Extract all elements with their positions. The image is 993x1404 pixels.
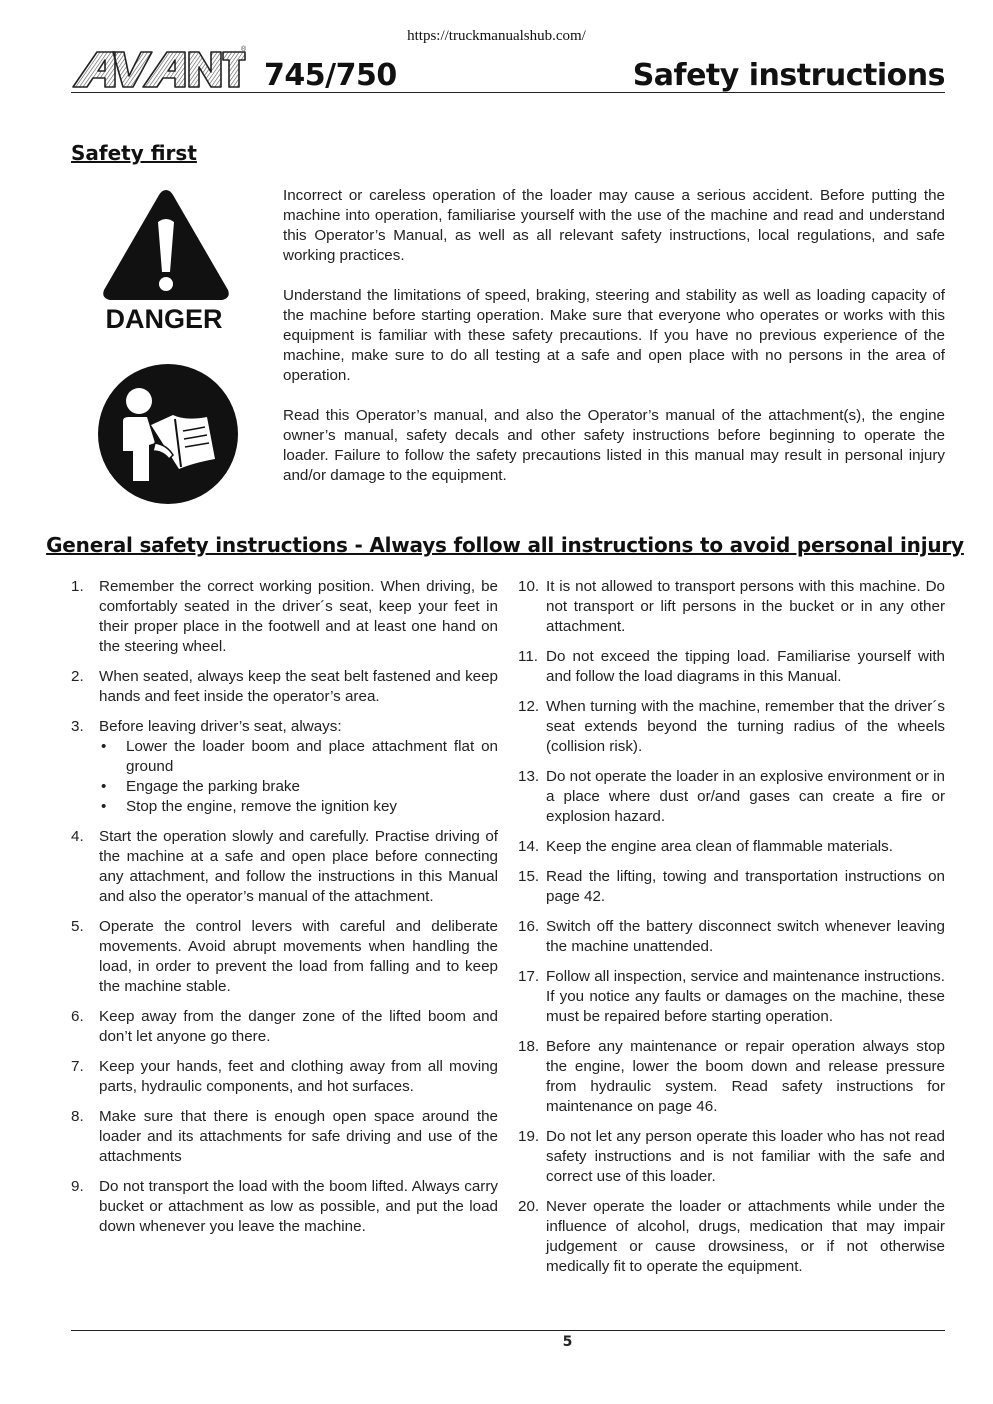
- bullet-item: [99, 797, 498, 817]
- bullet-text: Engage the parking brake: [126, 778, 300, 795]
- item-text: Before any maintenance or repair operation always stop the engine, lower the boom down and release pressure from hydraulic system. Read safety instructions for maintenance on page 46.: [546, 1038, 945, 1115]
- bullet-icon: •: [101, 738, 107, 755]
- item-text: Switch off the battery disconnect switch whenever leaving the machine unattended.: [546, 918, 945, 955]
- item-text: When turning with the machine, remember that the driver´s seat extends beyond the turning radius of the wheels (collision risk).: [546, 698, 945, 755]
- item-number: 2.: [71, 668, 84, 685]
- list-item: [518, 577, 945, 637]
- list-item: [518, 967, 945, 1027]
- item-text: It is not allowed to transport persons with this machine. Do not transport or lift persons in the bucket or in any other attachment.: [546, 578, 945, 635]
- item-number: 3.: [71, 718, 84, 735]
- bullet-text: Stop the engine, remove the ignition key: [126, 798, 398, 815]
- read-manual-icon: [97, 363, 239, 505]
- page-number: 5: [562, 1334, 573, 1350]
- item-text: Keep your hands, feet and clothing away from all moving parts, hydraulic components, and hot surfaces.: [99, 1058, 498, 1095]
- item-number: 5.: [71, 918, 84, 935]
- instructions-left-column: [71, 577, 498, 1247]
- bullet-list: [99, 737, 498, 817]
- item-number: 17.: [518, 968, 540, 985]
- list-item: [71, 717, 498, 817]
- item-text: Do not operate the loader in an explosive environment or in a place where dust or/and gases can create a fire or explosion hazard.: [546, 768, 945, 825]
- item-text: Follow all inspection, service and maintenance instructions. If you notice any faults or damages on the machine, these must be repaired before starting operation.: [546, 968, 945, 1025]
- list-item: [71, 1177, 498, 1237]
- safety-first-heading: Safety first: [71, 141, 197, 165]
- bullet-icon: •: [101, 798, 107, 815]
- item-text: Read the lifting, towing and transportation instructions on page 42.: [546, 868, 945, 905]
- item-number: 12.: [518, 698, 540, 715]
- item-text: Start the operation slowly and carefully. Practise driving of the machine at a safe and open place before connecting any attachment, and follow the instructions in this Manual and also the operator’s manual of the attachment.: [99, 828, 498, 905]
- list-item: [71, 917, 498, 997]
- source-url: https://truckmanualshub.com/: [407, 28, 586, 44]
- registered-mark: ®: [241, 46, 247, 53]
- list-item: [518, 1127, 945, 1187]
- danger-label: DANGER: [105, 304, 223, 334]
- item-number: 10.: [518, 578, 540, 595]
- list-item: [518, 1037, 945, 1117]
- list-item: [71, 1107, 498, 1167]
- item-text: Keep the engine area clean of flammable materials.: [546, 838, 893, 855]
- item-text: Remember the correct working position. When driving, be comfortably seated in the driver´s seat, keep your feet in their proper place in the footwell and at least one hand on the steering wheel.: [99, 578, 498, 655]
- item-number: 9.: [71, 1178, 84, 1195]
- list-item: [518, 697, 945, 757]
- item-text: Never operate the loader or attachments while under the influence of alcohol, drugs, medication that may impair judgement or cause drowsiness, or if not otherwise medically fit to operate the equipment.: [546, 1198, 945, 1275]
- item-number: 19.: [518, 1128, 540, 1145]
- list-item: [71, 667, 498, 707]
- item-text: Do not let any person operate this loader who has not read safety instructions and is not familiar with the safe and correct use of this loader.: [546, 1128, 945, 1185]
- page-header: [71, 46, 945, 93]
- item-number: 20.: [518, 1198, 540, 1215]
- general-safety-heading: General safety instructions - Always follow all instructions to avoid personal injury: [46, 533, 964, 557]
- item-text: Do not transport the load with the boom lifted. Always carry bucket or attachment as low as possible, and put the load down whenever you leave the machine.: [99, 1178, 498, 1235]
- intro-paragraph: Read this Operator’s manual, and also the Operator’s manual of the attachment(s), the engine owner’s manual, safety decals and other safety instructions before beginning to operate the loader. Failure to follow the safety precautions listed in this manual may result in personal injury and/or damage to the equipment.: [283, 407, 945, 484]
- item-number: 14.: [518, 838, 540, 855]
- footer-divider: [71, 1330, 945, 1331]
- instructions-right-column: [518, 577, 945, 1287]
- item-number: 4.: [71, 828, 84, 845]
- bullet-item: [99, 737, 498, 777]
- bullet-item: [99, 777, 498, 797]
- item-number: 13.: [518, 768, 540, 785]
- list-item: [518, 1197, 945, 1277]
- item-number: 8.: [71, 1108, 84, 1125]
- section-title: Safety instructions: [632, 58, 945, 93]
- item-number: 7.: [71, 1058, 84, 1075]
- list-item: [71, 1057, 498, 1097]
- list-item: [518, 647, 945, 687]
- item-text: Make sure that there is enough open space around the loader and its attachments for safe driving and use of the attachments: [99, 1108, 498, 1165]
- list-item: [518, 837, 945, 857]
- intro-paragraph: Understand the limitations of speed, braking, steering and stability as well as loading capacity of the machine before starting operation. Make sure that everyone who operates or works with this equipment is familiar with these safety precautions. If you have no previous experience of the machine, make sure to do all testing at a safe and open place with no persons in the area of operation.: [283, 287, 945, 384]
- list-item: [518, 867, 945, 907]
- list-item: [71, 827, 498, 907]
- item-number: 11.: [518, 648, 538, 665]
- intro-text: [283, 186, 945, 506]
- item-text: When seated, always keep the seat belt fastened and keep hands and feet inside the operator’s area.: [99, 668, 498, 705]
- bullet-text: Lower the loader boom and place attachment flat on ground: [126, 738, 498, 775]
- item-text: Keep away from the danger zone of the lifted boom and don’t let anyone go there.: [99, 1008, 498, 1045]
- list-item: [71, 577, 498, 657]
- avant-logo: [71, 46, 246, 90]
- list-item: [518, 917, 945, 957]
- item-text: Before leaving driver’s seat, always:: [99, 718, 342, 735]
- item-number: 1.: [71, 578, 84, 595]
- danger-warning-icon: [100, 186, 232, 336]
- item-number: 15.: [518, 868, 540, 885]
- item-number: 16.: [518, 918, 540, 935]
- model-number: 745/750: [264, 58, 397, 93]
- intro-paragraph: Incorrect or careless operation of the loader may cause a serious accident. Before putting the machine into operation, familiarise yourself with the use of the machine and read and understand this Operator’s Manual, as well as all relevant safety instructions, local regulations, and safe working practices.: [283, 187, 945, 264]
- item-text: Operate the control levers with careful and deliberate movements. Avoid abrupt movements when handling the load, in order to prevent the load from falling and to keep the machine stable.: [99, 918, 498, 995]
- bullet-icon: •: [101, 778, 107, 795]
- item-text: Do not exceed the tipping load. Familiarise yourself with and follow the load diagrams in this Manual.: [546, 648, 945, 685]
- item-number: 6.: [71, 1008, 84, 1025]
- list-item: [518, 767, 945, 827]
- list-item: [71, 1007, 498, 1047]
- item-number: 18.: [518, 1038, 540, 1055]
